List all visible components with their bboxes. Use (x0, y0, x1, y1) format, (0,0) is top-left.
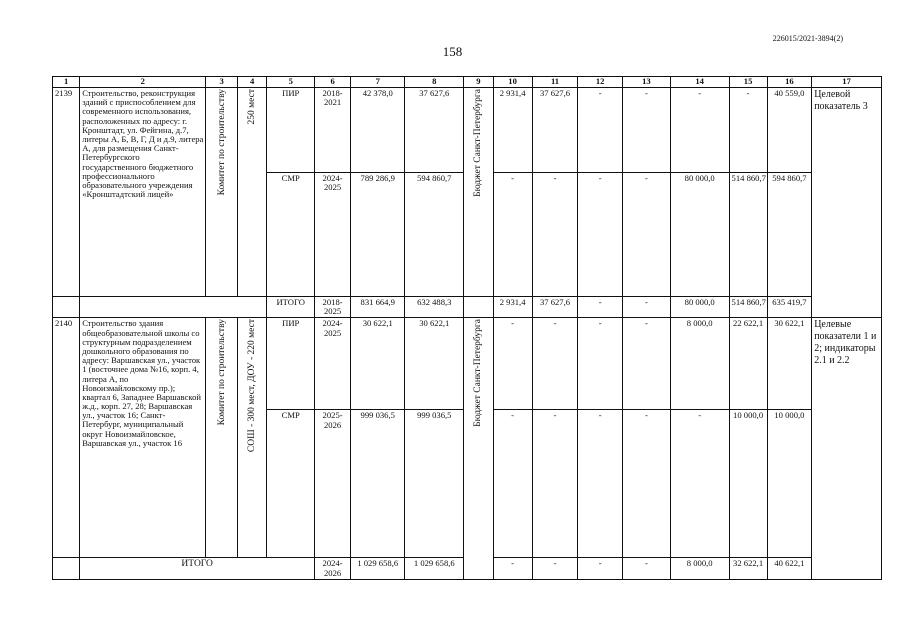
value-cell: 514 860,7 (729, 173, 767, 297)
value-cell: 2 931,4 (493, 88, 532, 173)
budget-label: Бюджет Санкт-Петербурга (473, 89, 484, 197)
object-description: Строительство здания общеобразовательной школы со структурным подразделением дошкольного образования по адресу: Варшавская ул., участок 1 (восточнее дома №16, корп. 4, литера А, по Новоизмайловскому пр.); квартал 6, Западнее Варшавской ж.д., корп. 27, 28; Варшавская ул., участок 16; Санкт-Петербург, муниципальный округ Новоизмайловское, Варшавская ул., участок 16 (80, 318, 206, 558)
value-cell: 1 029 658,6 (405, 558, 464, 580)
value-cell: 594 860,7 (405, 173, 464, 297)
years-cell: 2024-2025 (315, 173, 351, 297)
budget-cell (464, 88, 493, 297)
value-cell: 632 488,3 (405, 297, 464, 318)
value-cell: - (493, 173, 532, 297)
total-row (53, 297, 882, 318)
value-cell: - (670, 410, 729, 558)
empty-cell (80, 297, 267, 318)
value-cell: 514 860,7 (729, 297, 767, 318)
value-cell: 22 622,1 (729, 318, 767, 410)
years-cell: 2018-2025 (315, 297, 351, 318)
value-cell: - (622, 558, 670, 580)
object-description: Строительство, реконструкция зданий с приспособлением для современного использования, расположенных по адресу: г. Кронштадт, ул. Фейгина, д.7, литеры А, Б, В, Г, Д и д.9, литера А, для размещения Санкт-Петербургского государственного бюджетного профессионального образовательного учреждения «Кронштадтский лицей» (80, 88, 206, 297)
empty-cell (464, 297, 493, 318)
column-header: 8 (405, 77, 464, 88)
value-cell: 1 029 658,6 (351, 558, 405, 580)
value-cell: - (532, 318, 578, 410)
value-cell: 10 000,0 (729, 410, 767, 558)
value-cell: - (532, 558, 578, 580)
value-cell: 42 378,0 (351, 88, 405, 173)
column-header: 5 (267, 77, 315, 88)
years-cell: 2018-2021 (315, 88, 351, 173)
budget-label: Бюджет Санкт-Петербурга (473, 319, 484, 428)
years-cell: 2025-2026 (315, 410, 351, 558)
value-cell: - (578, 318, 623, 410)
value-cell: 999 036,5 (351, 410, 405, 558)
column-header: 15 (729, 77, 767, 88)
years-cell: 2024-2025 (315, 318, 351, 410)
value-cell: 80 000,0 (670, 297, 729, 318)
value-cell: 10 000,0 (767, 410, 812, 558)
value-cell: 37 627,6 (405, 88, 464, 173)
column-header: 4 (237, 77, 266, 88)
customer-label: Комитет по строительству (216, 319, 227, 426)
value-cell: - (622, 318, 670, 410)
column-header: 9 (464, 77, 493, 88)
value-cell: - (622, 410, 670, 558)
column-header: 13 (622, 77, 670, 88)
stage-label: СМР (267, 410, 315, 558)
value-cell: - (532, 173, 578, 297)
value-cell: - (578, 410, 623, 558)
investment-table (52, 76, 882, 580)
years-cell: 2024-2026 (315, 558, 351, 580)
column-header: 11 (532, 77, 578, 88)
value-cell: - (493, 558, 532, 580)
target-indicator-note: Целевые показатели 1 и 2; индикаторы 2.1 и 2.2 (812, 318, 882, 580)
document-reference: 226015/2021-3894(2) (772, 34, 843, 43)
stage-label: ПИР (267, 318, 315, 410)
column-header: 10 (493, 77, 532, 88)
value-cell: - (532, 410, 578, 558)
empty-cell (53, 297, 80, 318)
value-cell: 80 000,0 (670, 173, 729, 297)
value-cell: - (578, 88, 623, 173)
value-cell: 40 622,1 (767, 558, 812, 580)
stage-label: СМР (267, 173, 315, 297)
capacity-label: СОШ - 300 мест, ДОУ - 220 мест (247, 319, 258, 453)
stage-label: ПИР (267, 88, 315, 173)
value-cell: 32 622,1 (729, 558, 767, 580)
page-number: 158 (442, 44, 463, 59)
value-cell: 40 559,0 (767, 88, 812, 173)
column-header: 7 (351, 77, 405, 88)
capacity-cell (237, 318, 266, 558)
value-cell: 37 627,6 (532, 297, 578, 318)
value-cell: - (729, 88, 767, 173)
column-header: 12 (578, 77, 623, 88)
value-cell: - (622, 88, 670, 173)
value-cell: 831 664,9 (351, 297, 405, 318)
table-row (53, 88, 882, 173)
column-header: 3 (206, 77, 238, 88)
customer-label: Комитет по строительству (216, 89, 227, 196)
value-cell: 999 036,5 (405, 410, 464, 558)
value-cell: - (578, 173, 623, 297)
customer-cell (206, 88, 238, 297)
column-header: 17 (812, 77, 882, 88)
value-cell: 30 622,1 (767, 318, 812, 410)
value-cell: - (493, 410, 532, 558)
value-cell: 594 860,7 (767, 173, 812, 297)
value-cell: 789 286,9 (351, 173, 405, 297)
column-header: 14 (670, 77, 729, 88)
total-label: ИТОГО (267, 297, 315, 318)
capacity-cell (237, 88, 266, 297)
column-header: 1 (53, 77, 80, 88)
value-cell: 30 622,1 (351, 318, 405, 410)
total-label: ИТОГО (80, 558, 315, 580)
value-cell: 635 419,7 (767, 297, 812, 318)
value-cell: - (578, 558, 623, 580)
row-id: 2140 (53, 318, 80, 558)
table-row (53, 318, 882, 410)
row-id: 2139 (53, 88, 80, 297)
column-header: 6 (315, 77, 351, 88)
value-cell: - (578, 297, 623, 318)
value-cell: - (493, 318, 532, 410)
value-cell: - (622, 297, 670, 318)
value-cell: 8 000,0 (670, 558, 729, 580)
column-header: 16 (767, 77, 812, 88)
capacity-label: 250 мест (247, 89, 258, 125)
budget-cell (464, 318, 493, 580)
value-cell: - (670, 88, 729, 173)
column-number-row (53, 77, 882, 88)
value-cell: - (622, 173, 670, 297)
value-cell: 2 931,4 (493, 297, 532, 318)
value-cell: 8 000,0 (670, 318, 729, 410)
column-header: 2 (80, 77, 206, 88)
customer-cell (206, 318, 238, 558)
value-cell: 37 627,6 (532, 88, 578, 173)
empty-cell (53, 558, 80, 580)
value-cell: 30 622,1 (405, 318, 464, 410)
target-indicator-note: Целевой показатель 3 (812, 88, 882, 318)
